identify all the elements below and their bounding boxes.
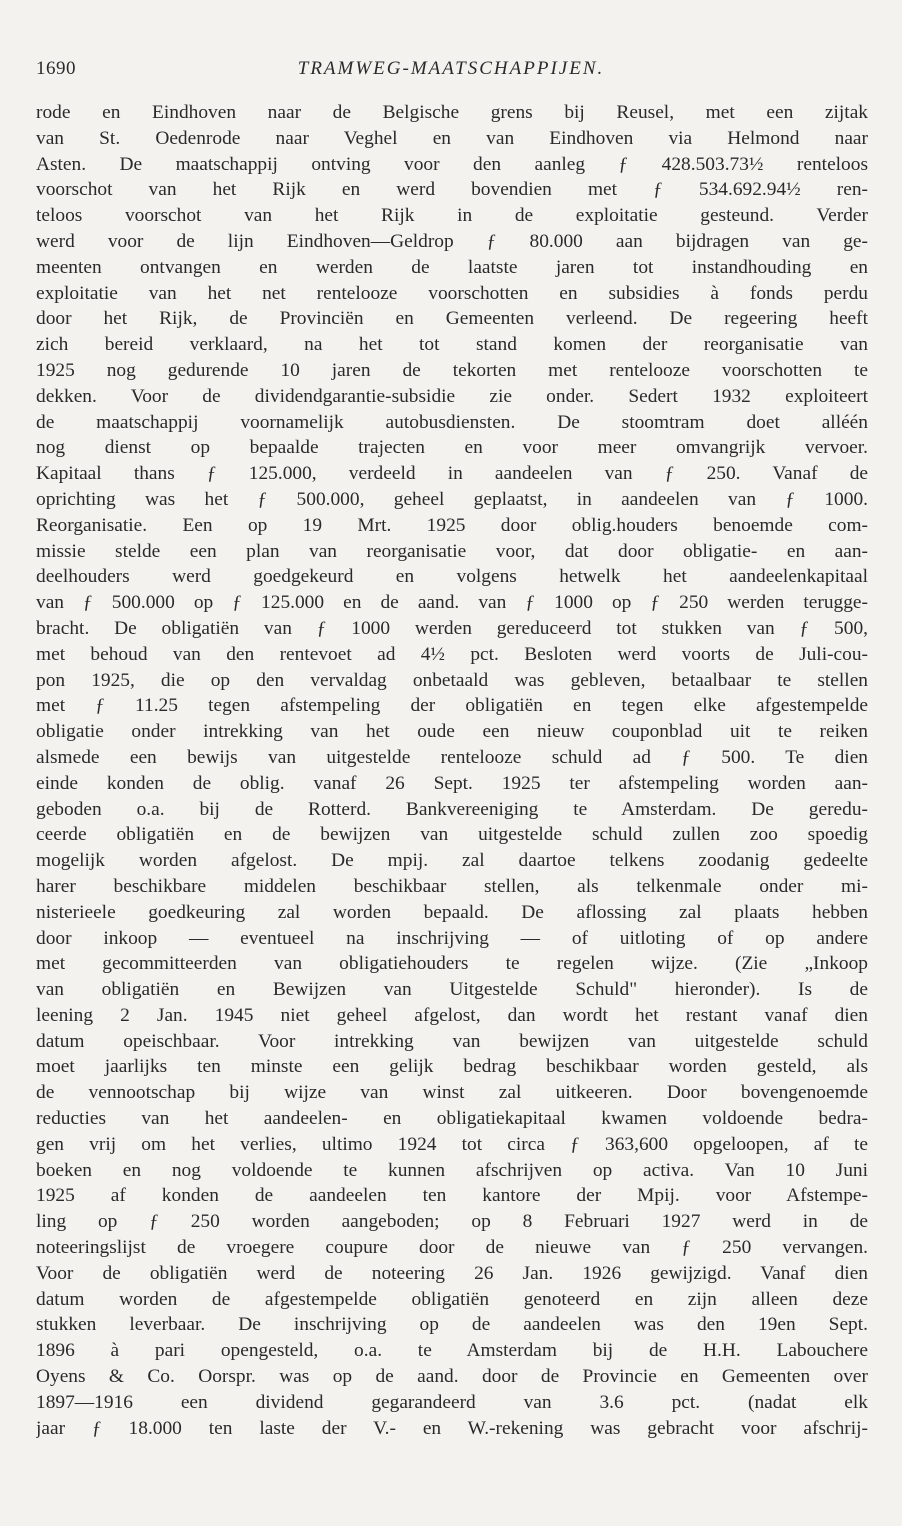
text-line: oprichting was het ƒ 500.000, geheel geplaatst, in aandeelen van ƒ 1000. [36, 488, 868, 510]
text-line: zich bereid verklaard, na het tot stand komen der reorganisatie van [36, 334, 868, 356]
text-line: bracht. De obligatiën van ƒ 1000 werden gereduceerd tot stukken van ƒ 500, [36, 617, 868, 639]
text-line: ceerde obligatiën en de bewijzen van uitgestelde schuld zullen zoo spoedig [36, 824, 868, 846]
text-line: rode en Eindhoven naar de Belgische grens bij Reusel, met een zijtak [36, 102, 868, 123]
text-line: van St. Oedenrode naar Veghel en van Eindhoven via Helmond naar [36, 127, 868, 149]
text-line: door het Rijk, de Provinciën en Gemeenten verleend. De regeering heeft [36, 308, 868, 330]
text-line: de maatschappij voornamelijk autobusdiensten. De stoomtram doet alléén [36, 411, 868, 433]
text-line: nisterieele goedkeuring zal worden bepaald. De aflossing zal plaats hebben [36, 901, 868, 923]
text-line: met ƒ 11.25 tegen afstempeling der obligatiën en tegen elke afgestempelde [36, 695, 868, 717]
text-line: voorschot van het Rijk en werd bovendien met ƒ 534.692.94½ ren- [36, 179, 868, 201]
page-number: 1690 [36, 58, 76, 79]
page-header [36, 58, 866, 88]
text-line: datum worden de afgestempelde obligatiën genoteerd en zijn alleen deze [36, 1288, 868, 1310]
text-line: met gecommitteerden van obligatiehouders te regelen wijze. (Zie „Inkoop [36, 953, 868, 975]
text-line: missie stelde een plan van reorganisatie voor, dat door obligatie- en aan- [36, 540, 868, 562]
text-line: reducties van het aandeelen- en obligatiekapitaal kwamen voldoende bedra- [36, 1108, 868, 1130]
text-line: Oyens & Co. Oorspr. was op de aand. door de Provincie en Gemeenten over [36, 1366, 868, 1388]
text-line: van ƒ 500.000 op ƒ 125.000 en de aand. van ƒ 1000 op ƒ 250 werden terugge- [36, 592, 868, 614]
text-line: mogelijk worden afgelost. De mpij. zal daartoe telkens zoodanig gedeelte [36, 850, 868, 872]
text-line: jaar ƒ 18.000 ten laste der V.- en W.-rekening was gebracht voor afschrij- [36, 1417, 868, 1439]
text-line: einde konden de oblig. vanaf 26 Sept. 1925 ter afstempeling worden aan- [36, 772, 868, 794]
text-line: werd voor de lijn Eindhoven—Geldrop ƒ 80.000 aan bijdragen van ge- [36, 230, 868, 252]
text-line: nog dienst op bepaalde trajecten en voor meer omvangrijk vervoer. [36, 437, 868, 459]
body-text [36, 100, 868, 1441]
text-line: boeken en nog voldoende te kunnen afschrijven op activa. Van 10 Juni [36, 1159, 868, 1181]
text-line: exploitatie van het net rentelooze voorschotten en subsidies à fonds perdu [36, 282, 868, 304]
text-line: leening 2 Jan. 1945 niet geheel afgelost, dan wordt het restant vanaf dien [36, 1004, 868, 1026]
text-line: dekken. Voor de dividendgarantie-subsidie zie onder. Sedert 1932 exploiteert [36, 385, 868, 407]
text-line: deelhouders werd goedgekeurd en volgens hetwelk het aandeelenkapitaal [36, 566, 868, 588]
text-line: meenten ontvangen en werden de laatste jaren tot instandhouding en [36, 256, 868, 278]
text-line: datum opeischbaar. Voor intrekking van bewijzen van uitgestelde schuld [36, 1030, 868, 1052]
text-line: 1896 à pari opengesteld, o.a. te Amsterdam bij de H.H. Labouchere [36, 1340, 868, 1362]
text-line: geboden o.a. bij de Rotterd. Bankvereeniging te Amsterdam. De geredu- [36, 798, 868, 820]
text-line: stukken leverbaar. De inschrijving op de aandeelen was den 19en Sept. [36, 1314, 868, 1336]
running-title: TRAMWEG-MAATSCHAPPIJEN. [297, 58, 605, 79]
text-line: harer beschikbare middelen beschikbaar stellen, als telkenmale onder mi- [36, 875, 868, 897]
text-line: Reorganisatie. Een op 19 Mrt. 1925 door oblig.houders benoemde com- [36, 514, 868, 536]
text-line: alsmede een bewijs van uitgestelde rentelooze schuld ad ƒ 500. Te dien [36, 746, 868, 768]
text-line: 1925 af konden de aandeelen ten kantore der Mpij. voor Afstempe- [36, 1185, 868, 1207]
text-line: obligatie onder intrekking van het oude een nieuw couponblad uit te reiken [36, 721, 868, 743]
text-line: 1897—1916 een dividend gegarandeerd van 3.6 pct. (nadat elk [36, 1391, 868, 1413]
text-line: door inkoop — eventueel na inschrijving — of uitloting of op andere [36, 927, 868, 949]
text-line: Voor de obligatiën werd de noteering 26 Jan. 1926 gewijzigd. Vanaf dien [36, 1262, 868, 1284]
text-line: van obligatiën en Bewijzen van Uitgestelde Schuld" hieronder). Is de [36, 979, 868, 1001]
text-line: Asten. De maatschappij ontving voor den aanleg ƒ 428.503.73½ renteloos [36, 153, 868, 175]
text-line: teloos voorschot van het Rijk in de exploitatie gesteund. Verder [36, 205, 868, 227]
text-line: pon 1925, die op den vervaldag onbetaald was gebleven, betaalbaar te stellen [36, 669, 868, 691]
text-line: gen vrij om het verlies, ultimo 1924 tot circa ƒ 363,600 opgeloopen, af te [36, 1133, 868, 1155]
text-line: noteeringslijst de vroegere coupure door de nieuwe van ƒ 250 vervangen. [36, 1237, 868, 1259]
text-line: de vennootschap bij wijze van winst zal uitkeeren. Door bovengenoemde [36, 1082, 868, 1104]
text-line: Kapitaal thans ƒ 125.000, verdeeld in aandeelen van ƒ 250. Vanaf de [36, 463, 868, 485]
text-line: ling op ƒ 250 worden aangeboden; op 8 Februari 1927 werd in de [36, 1211, 868, 1233]
text-line: 1925 nog gedurende 10 jaren de tekorten met rentelooze voorschotten te [36, 359, 868, 381]
text-line: moet jaarlijks ten minste een gelijk bedrag beschikbaar worden gesteld, als [36, 1056, 868, 1078]
text-line: met behoud van den rentevoet ad 4½ pct. Besloten werd voorts de Juli-cou- [36, 643, 868, 665]
